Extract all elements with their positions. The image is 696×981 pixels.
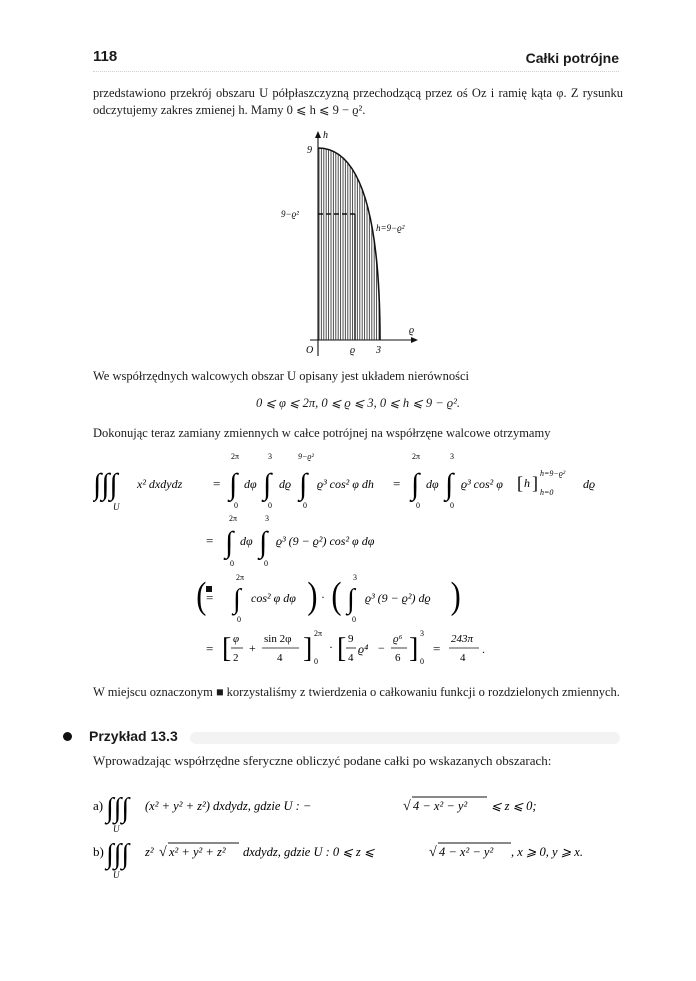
- dot-mult-2: ·: [329, 640, 333, 654]
- int7-lower: 0: [264, 559, 268, 568]
- r4-lower-0b: 0: [420, 657, 424, 666]
- term3: ϱ³ (9 − ϱ²) cos² φ dφ: [276, 534, 375, 548]
- tick-9: 9: [307, 145, 312, 156]
- example-bullet-icon: [63, 732, 72, 741]
- intro-paragraph: przedstawiono przekrój obszaru U półpłaszczyzną przechodzącą przez oś Oz i ramię kąta φ. Z rysunku odczytujemy zakres zmienej h. Mamy 0 ⩽ h ⩽ 9 − ϱ².: [93, 86, 623, 117]
- final-period: .: [482, 642, 485, 656]
- curve-label: h=9−ϱ²: [376, 223, 405, 233]
- phi-den: 2: [233, 652, 239, 664]
- part-b-root-2: 4 − x² − y²: [439, 845, 494, 859]
- term2: ϱ³ cos² φ: [461, 477, 503, 491]
- term1: ϱ³ cos² φ dh: [317, 477, 374, 491]
- int4-upper: 2π: [412, 452, 421, 461]
- rho6-num: ϱ⁶: [393, 633, 403, 645]
- bracket-close: ]: [532, 473, 538, 493]
- sin-num: sin 2φ: [264, 633, 292, 645]
- example-title: Przykład 13.3: [89, 728, 178, 744]
- triple-integral-sign: ∫∫∫: [93, 468, 118, 501]
- sq-bracket-open-2: [: [337, 633, 347, 664]
- page-number: 118: [93, 48, 118, 65]
- part-a-integral: ∫∫∫: [106, 793, 130, 824]
- part-b-mid: dxdydz, gdzie U : 0 ⩽ z ⩽: [243, 845, 375, 859]
- int7-sign: ∫: [259, 526, 268, 559]
- inequality-system: 0 ⩽ φ ⩽ 2π, 0 ⩽ ϱ ⩽ 3, 0 ⩽ h ⩽ 9 − ϱ².: [255, 396, 460, 410]
- int8-sign: ∫: [233, 584, 241, 615]
- part-a-sqrt-sign: √: [403, 799, 411, 814]
- sin-den: 4: [277, 652, 283, 664]
- row2-lim-3: 3: [265, 514, 269, 523]
- sq-bracket-close-1: ]: [303, 633, 313, 664]
- part-b-domain: U: [113, 870, 120, 880]
- eq-sign-1: =: [213, 476, 221, 491]
- derivation-svg: [93, 450, 623, 672]
- int4-lower: 0: [416, 501, 420, 510]
- row2-lim-2pi: 2π: [229, 514, 238, 523]
- running-title: Całki potrójne: [525, 50, 619, 66]
- int4-dphi: dφ: [426, 477, 439, 491]
- four-den: 4: [348, 652, 354, 664]
- int3-upper: 9−ϱ²: [298, 452, 314, 461]
- int3-sign: ∫: [299, 468, 308, 501]
- part-b-sqrt-sign-2: √: [429, 845, 437, 860]
- shaded-region: [318, 148, 380, 340]
- bracket-var: h: [524, 476, 530, 490]
- minus-sign: −: [378, 641, 385, 655]
- tick-rho: ϱ: [350, 345, 356, 356]
- eq-sign-2: =: [393, 476, 401, 491]
- int1-sign: ∫: [229, 468, 238, 501]
- example-parts: [93, 792, 623, 892]
- paren-open-2: (: [331, 574, 342, 617]
- bracket-open: [: [517, 473, 523, 493]
- part-b-tail: , x ⩾ 0, y ⩾ x.: [511, 845, 583, 859]
- part-a-root: 4 − x² − y²: [413, 799, 468, 813]
- six-den: 6: [395, 652, 401, 664]
- r4-upper-2pi: 2π: [314, 629, 323, 638]
- int2-sign: ∫: [263, 468, 272, 501]
- bracket-upper: h=9−ϱ²: [540, 469, 566, 478]
- cross-section-svg: [270, 128, 440, 360]
- tick-9-minus-rho2: 9−ϱ²: [281, 209, 299, 219]
- int2-lower: 0: [268, 501, 272, 510]
- int8-lower: 0: [237, 615, 241, 624]
- result-num: 243π: [451, 633, 474, 645]
- example-heading-shade: [190, 732, 620, 744]
- paren-close-2: ): [450, 574, 461, 617]
- part-b-root: x² + y² + z²: [169, 845, 226, 859]
- part-a-domain: U: [113, 824, 120, 834]
- substitution-paragraph: Dokonując teraz zamiany zmiennych w całce potrójnej na współrzęne walcowe otrzymamy: [93, 426, 551, 440]
- sq-bracket-close-2: ]: [409, 633, 419, 664]
- int6-sign: ∫: [225, 526, 234, 559]
- cos-term: cos² φ dφ: [251, 591, 296, 605]
- part-b-sqrt-sign: √: [159, 845, 167, 860]
- integral-derivation: [93, 450, 623, 672]
- int5-upper: 3: [450, 452, 454, 461]
- rho-axis-label: ϱ: [409, 325, 415, 336]
- rho4: ϱ⁴: [358, 642, 369, 656]
- lhs-integrand: x² dxdydz: [137, 477, 183, 491]
- part-b-integrand: z²: [145, 845, 154, 859]
- int6-dphi: dφ: [240, 534, 253, 548]
- parts-svg: [93, 792, 623, 892]
- page-header: [93, 48, 619, 70]
- int9-lower: 0: [352, 615, 356, 624]
- int6-lower: 0: [230, 559, 234, 568]
- cross-section-figure: [270, 128, 440, 360]
- final-drho: dϱ: [583, 477, 596, 491]
- part-a-tail: ⩽ z ⩽ 0;: [491, 799, 537, 813]
- r4-upper-3: 3: [420, 629, 424, 638]
- int1-dphi: dφ: [244, 477, 257, 491]
- lhs-domain: U: [113, 502, 120, 512]
- part-a-label: a): [93, 798, 104, 813]
- result-den: 4: [460, 652, 466, 664]
- int5-lower: 0: [450, 501, 454, 510]
- h-axis-label: h: [323, 130, 328, 141]
- int2-upper: 3: [268, 452, 272, 461]
- part-a-integrand: (x² + y² + z²) dxdydz, gdzie U : −: [145, 799, 312, 813]
- h-axis-arrow: [315, 131, 321, 138]
- int4-sign: ∫: [411, 468, 420, 501]
- tick-3: 3: [376, 345, 381, 356]
- paren-open-1: (: [196, 574, 207, 617]
- dot-mult: ·: [321, 590, 325, 604]
- int1-upper: 2π: [231, 452, 240, 461]
- int1-lower: 0: [234, 501, 238, 510]
- header-rule: [93, 71, 619, 72]
- eq-sign-3: =: [206, 533, 214, 548]
- eq-sign-4: =: [206, 590, 214, 605]
- example-task: Wprowadzając współrzędne sferyczne obliczyć podane całki po wskazanych obszarach:: [93, 753, 552, 768]
- int9-upper: 3: [353, 573, 357, 582]
- cylindrical-paragraph: We współrzędnych walcowych obszar U opisany jest układem nierówności: [93, 369, 469, 383]
- int2-drho: dϱ: [279, 477, 292, 491]
- int9-sign: ∫: [347, 584, 355, 615]
- rho-term: ϱ³ (9 − ϱ²) dϱ: [365, 591, 431, 605]
- paren-close-1: ): [307, 574, 318, 617]
- part-b-integral: ∫∫∫: [106, 839, 130, 870]
- phi-num: φ: [233, 633, 240, 645]
- rho-axis-arrow: [411, 337, 418, 343]
- sq-bracket-open-1: [: [222, 633, 232, 664]
- r4-lower-0: 0: [314, 657, 318, 666]
- int5-sign: ∫: [445, 468, 454, 501]
- origin-label: O: [306, 345, 314, 356]
- part-b-label: b): [93, 844, 104, 859]
- nine-num: 9: [348, 633, 354, 645]
- plus-sign: +: [249, 641, 256, 655]
- bracket-lower: h=0: [540, 488, 554, 497]
- eq-sign-5: =: [206, 641, 214, 656]
- note-paragraph: W miejscu oznaczonym ■ korzystaliśmy z twierdzenia o całkowaniu funkcji o rozdzielonych zmiennych.: [93, 685, 620, 699]
- int3-lower: 0: [303, 501, 307, 510]
- int8-upper: 2π: [236, 573, 245, 582]
- eq-sign-6: =: [433, 641, 441, 656]
